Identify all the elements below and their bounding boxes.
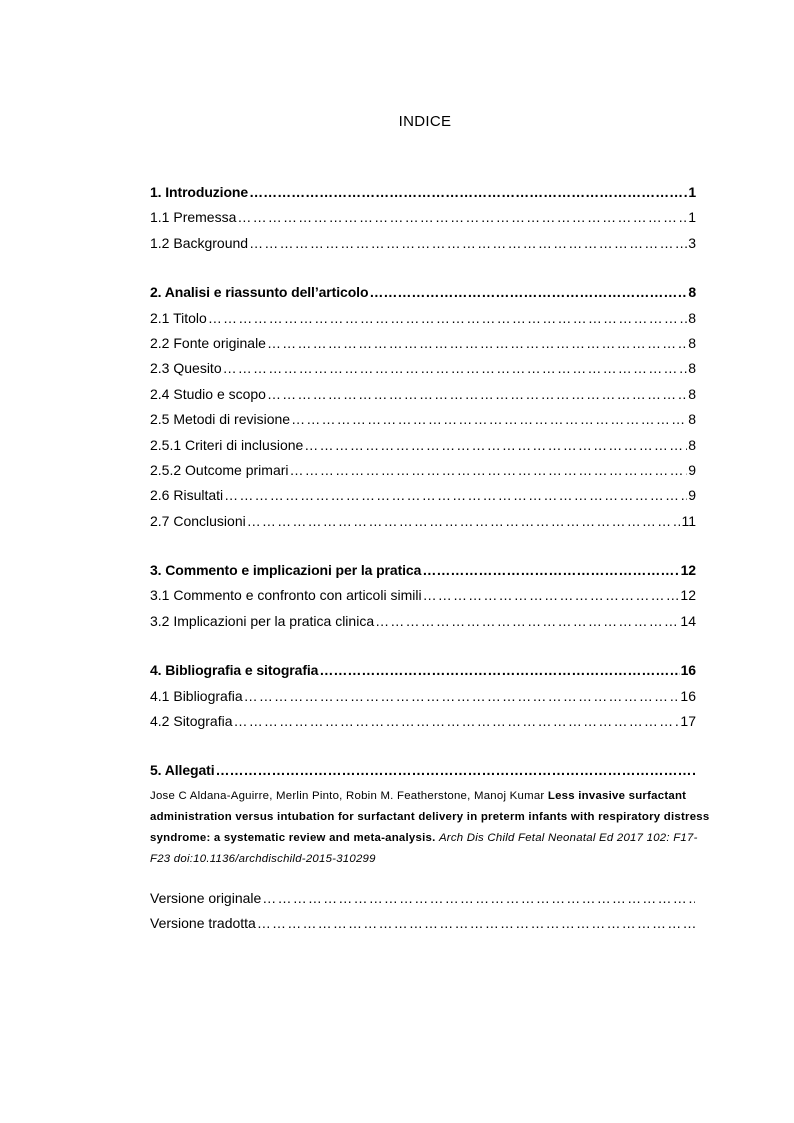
toc-heading-label: 3. Commento e implicazioni per la pratica [150, 562, 422, 579]
toc-item-label: 2.6 Risultati [150, 487, 224, 504]
reference-citation [150, 786, 710, 870]
toc-heading [150, 762, 696, 787]
toc-section [150, 284, 696, 538]
toc-item [150, 335, 696, 360]
toc-heading [150, 562, 696, 587]
toc-item [150, 235, 696, 260]
toc-item-label: 2.3 Quesito [150, 360, 222, 377]
toc-page-number: 1 [688, 184, 696, 200]
reference-source: Arch Dis Child Fetal Neonatal Ed 2017 102: F17-F23 doi:10.1136/archdischild-2015-310299 [150, 831, 698, 865]
reference-title: Less invasive surfactant administration versus intubation for surfactant delivery in preterm infants with respiratory distress syndrome: a systematic review and meta-analysis. [150, 789, 710, 844]
leader-dots [234, 713, 680, 729]
leader-dots [223, 360, 688, 376]
toc-page-number: 12 [680, 587, 696, 604]
toc-item-versione-tradotta [150, 915, 696, 940]
toc-item-label: 3.1 Commento e confronto con articoli simili [150, 587, 422, 604]
leader-dots [422, 562, 679, 578]
toc-page-number: 8 [688, 309, 696, 326]
leader-dots [249, 235, 687, 251]
toc-section-allegati [150, 762, 710, 939]
toc-page-number: 8 [688, 360, 696, 377]
leader-dots [237, 209, 687, 225]
toc-item [150, 688, 696, 713]
toc-item [150, 209, 696, 234]
toc-heading-label: 1. Introduzione [150, 184, 249, 200]
toc-page-number: 8 [688, 284, 696, 301]
toc-item [150, 310, 696, 335]
leader-dots [208, 310, 687, 326]
toc-item-label: 3.2 Implicazioni per la pratica clinica [150, 612, 375, 629]
toc-item-label: Versione tradotta [150, 914, 256, 931]
toc-heading [150, 662, 696, 687]
toc-item-label: Versione originale [150, 889, 262, 906]
toc-item [150, 360, 696, 385]
toc-heading [150, 184, 696, 209]
toc-page-number: 8 [688, 385, 696, 402]
toc-item-label: 2.2 Fonte originale [150, 334, 266, 351]
toc-page-number: 8 [688, 436, 696, 453]
toc-item-label: 1.1 Premessa [150, 209, 237, 226]
leader-dots [244, 688, 680, 704]
toc-heading [150, 284, 696, 309]
toc-page-number: 3 [688, 234, 696, 251]
toc-page-number: 9 [688, 487, 696, 504]
toc-item [150, 713, 696, 738]
toc-item [150, 411, 696, 436]
toc-page-number: 8 [688, 334, 696, 351]
toc-sections [150, 184, 696, 738]
leader-dots [267, 335, 687, 351]
leader-dots [290, 462, 688, 478]
toc-item-versione-originale [150, 890, 696, 915]
leader-dots [369, 284, 687, 300]
toc-item-label: 2.5 Metodi di revisione [150, 411, 291, 428]
page-title: INDICE [398, 113, 452, 130]
leader-dots [262, 890, 695, 906]
leader-dots [247, 513, 681, 529]
leader-dots [257, 915, 695, 931]
toc-heading-label: 2. Analisi e riassunto dell’articolo [150, 284, 369, 301]
toc-page-number: 16 [680, 687, 696, 704]
toc-item-label: 4.1 Bibliografia [150, 687, 243, 704]
toc-item [150, 437, 696, 462]
toc-page-number: 8 [688, 411, 696, 428]
toc-item-label: 2.1 Titolo [150, 309, 207, 326]
toc-item [150, 487, 696, 512]
toc-section [150, 184, 696, 260]
toc-page-number: 9 [688, 461, 696, 478]
toc-page-number: 17 [680, 713, 696, 730]
toc-page-number: 1 [688, 209, 696, 226]
toc-item [150, 513, 696, 538]
toc-item-label: 2.5.1 Criteri di inclusione [150, 436, 304, 453]
leader-dots [216, 762, 695, 778]
toc-item [150, 613, 696, 638]
toc-page-number: 11 [681, 512, 696, 529]
toc-item [150, 587, 696, 612]
toc-item-label: 2.4 Studio e scopo [150, 385, 266, 402]
leader-dots [224, 487, 687, 503]
toc-item-label: 2.7 Conclusioni [150, 512, 246, 529]
toc-page-number: 12 [680, 562, 696, 579]
leader-dots [423, 587, 680, 603]
toc-section [150, 662, 696, 738]
toc-item-label: 2.5.2 Outcome primari [150, 461, 289, 478]
toc-item [150, 462, 696, 487]
versions-list [150, 890, 696, 940]
table-of-contents [150, 184, 710, 940]
toc-heading-label: 5. Allegati [150, 762, 215, 779]
leader-dots [267, 386, 687, 402]
leader-dots [291, 411, 687, 427]
toc-item-label: 1.2 Background [150, 234, 249, 251]
toc-section [150, 562, 696, 638]
toc-heading-label: 4. Bibliografia e sitografia [150, 662, 319, 679]
leader-dots [304, 437, 687, 453]
leader-dots [319, 662, 679, 678]
leader-dots [375, 613, 679, 629]
leader-dots [249, 184, 687, 200]
toc-page-number: 14 [680, 612, 696, 629]
toc-item [150, 386, 696, 411]
toc-page-number: 16 [680, 662, 696, 679]
toc-item-label: 4.2 Sitografia [150, 713, 233, 730]
reference-authors: Jose C Aldana-Aguirre, Merlin Pinto, Robin M. Featherstone, Manoj Kumar [150, 789, 545, 802]
